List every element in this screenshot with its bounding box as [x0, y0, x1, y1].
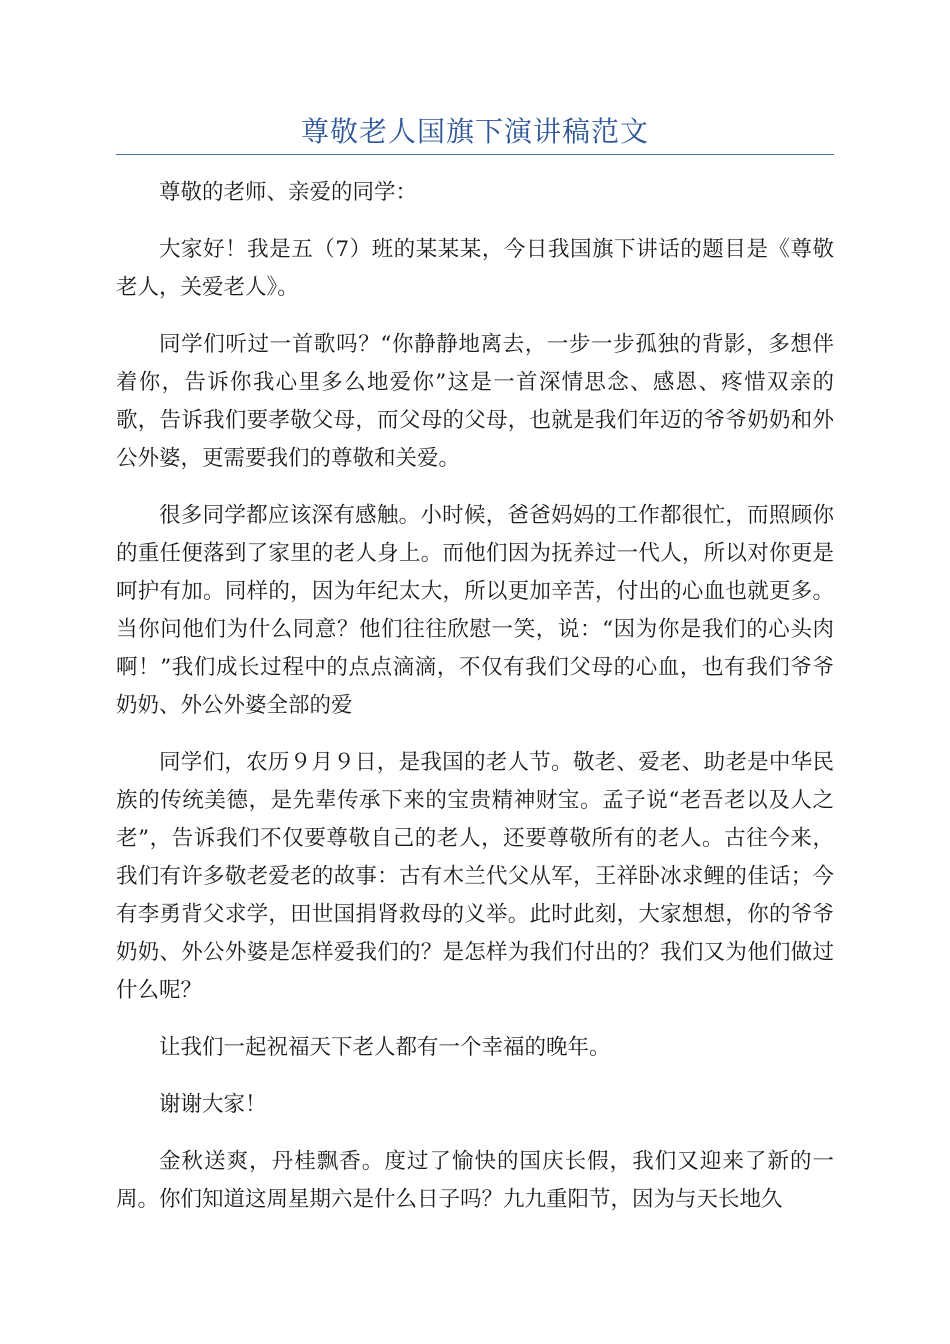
- paragraph-intro: 大家好！我是五（7）班的某某某，今日我国旗下讲话的题目是《尊敬老人，关爱老人》。: [116, 237, 834, 300]
- paragraph-festival: 同学们，农历９月９日，是我国的老人节。敬老、爱老、助老是中华民族的传统美德，是先辈传承下来的宝贵精神财宝。孟子说“老吾老以及人之老”，告诉我们不仅要尊敬自己的老人，还要尊敬所有的老人。古往今来，我们有许多敬老爱老的故事：古有木兰代父从军，王祥卧冰求鲤的佳话；今有李勇背父求学，田世国捐肾救母的义举。此时此刻，大家想想，你的爷爷奶奶、外公外婆是怎样爱我们的？是怎样为我们付出的？我们又为他们做过什么呢？: [116, 750, 834, 1003]
- title-underline: [116, 154, 834, 155]
- paragraph-greeting: 尊敬的老师、亲爱的同学：: [159, 180, 418, 205]
- paragraph-childhood: 很多同学都应该深有感触。小时候，爸爸妈妈的工作都很忙，而照顾你的重任便落到了家里的老人身上。而他们因为抚养过一代人，所以对你更是呵护有加。同样的，因为年纪太大，所以更加辛苦，付出的心血也就更多。当你问他们为什么同意？他们往往欣慰一笑，说：“因为你是我们的心头肉啊！”我们成长过程中的点点滴滴，不仅有我们父母的心血，也有我们爷爷奶奶、外公外婆全部的爱: [116, 503, 834, 718]
- document-body: [116, 174, 834, 1238]
- document-title: 尊敬老人国旗下演讲稿范文: [300, 115, 649, 148]
- paragraph-song: 同学们听过一首歌吗？“你静静地离去，一步一步孤独的背影，多想伴着你，告诉你我心里多么地爱你”这是一首深情思念、感恩、疼惜双亲的歌，告诉我们要孝敬父母，而父母的父母，也就是我们年迈的爷爷奶奶和外公外婆，更需要我们的尊敬和关爱。: [116, 332, 834, 471]
- paragraph-thanks: 谢谢大家！: [159, 1092, 267, 1117]
- paragraph-autumn: 金秋送爽，丹桂飘香。度过了愉快的国庆长假，我们又迎来了新的一周。你们知道这周星期六是什么日子吗？九九重阳节，因为与天长地久: [116, 1149, 834, 1212]
- paragraph-blessing: 让我们一起祝福天下老人都有一个幸福的晚年。: [159, 1035, 611, 1060]
